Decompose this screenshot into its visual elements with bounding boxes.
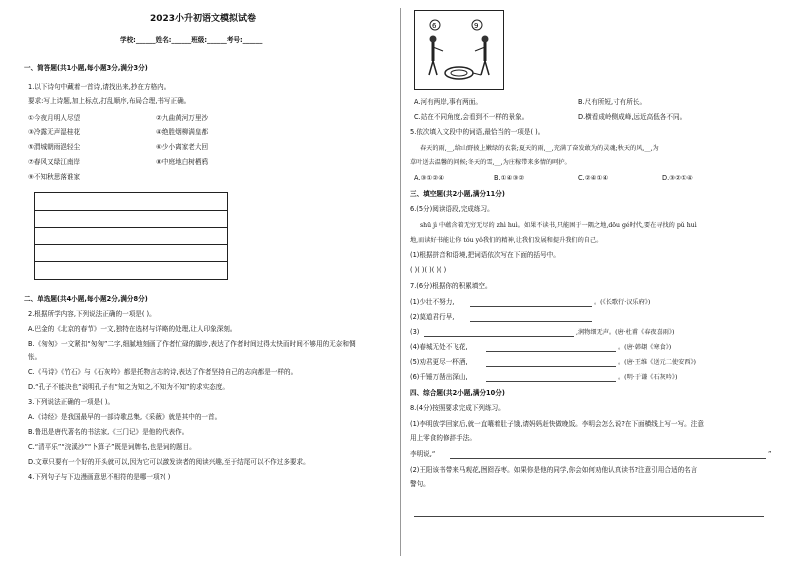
- poem-option: ⑦春风又绿江南岸: [28, 158, 81, 166]
- fill-item: (5)劝君更尽一杯酒,: [410, 358, 468, 366]
- section-4-heading: 四、综合题(共2小题,满分10分): [410, 389, 505, 397]
- poem-option: ⑨不知秋思落谁家: [28, 173, 81, 181]
- answer-line[interactable]: [414, 516, 764, 517]
- option-text: B.①④③②: [494, 174, 525, 182]
- cartoon-illustration: [414, 10, 504, 90]
- question-5-text: 草叶送去温馨的问候;冬天的雪,__,为庄稼带来多情的呵护。: [410, 159, 571, 166]
- question-3: 3.下列说法正确的一项是( )。: [28, 398, 115, 406]
- poem-option: ①今夜月明人尽望: [28, 114, 81, 122]
- question-4: 4.下列句子与下边漫画意思不相符的是哪一项?( ): [28, 473, 171, 481]
- section-3-heading: 三、填空题(共2小题,满分11分): [410, 190, 505, 198]
- fill-item: (4)春城无处不飞花,: [410, 343, 468, 351]
- exam-title: 2023小升初语文模拟试卷: [150, 14, 257, 24]
- answer-line[interactable]: [470, 306, 592, 307]
- option-text: A.《诗经》是我国最早的一部诗歌总集,《采薇》就是其中的一首。: [28, 413, 222, 421]
- option-text: B.尺有所短,寸有所长。: [578, 98, 647, 106]
- question-6: 6.(5分)阅读语段,完成练习。: [410, 205, 494, 213]
- answer-line[interactable]: [486, 366, 616, 367]
- answer-grid[interactable]: [34, 192, 228, 280]
- question-8: 8.(4分)按照要求完成下列练习。: [410, 404, 505, 412]
- poem-option: ③冷露无声湿桂花: [28, 128, 81, 136]
- fill-item: (2)莫道君行早,: [410, 313, 455, 321]
- answer-line[interactable]: [470, 321, 592, 322]
- poem-option: ⑥少小离家老大回: [156, 143, 209, 151]
- fill-source: 。(明·于谦《石灰吟》): [618, 374, 678, 381]
- option-text: 怅。: [28, 353, 42, 361]
- option-text: D.横看成岭侧成峰,远近高低各不同。: [578, 113, 687, 121]
- option-text: A.巴金的《北京的春节》一文,独特在选材与详略的处理,让人印象深刻。: [28, 325, 237, 333]
- option-text: C.②④①④: [578, 174, 609, 182]
- fill-source: 。(唐·韩翃《寒食》): [618, 344, 672, 351]
- answer-line[interactable]: [486, 381, 616, 382]
- fill-source: ,润物细无声。(唐·杜甫《春夜喜雨》): [576, 329, 675, 336]
- question-7: 7.(6分)根据你的积累填空。: [410, 282, 492, 290]
- svg-text:9: 9: [474, 22, 479, 30]
- option-text: C.《马诗》《竹石》与《石灰吟》都是托物言志的诗,表达了作者坚持自己的志向都是一样的。: [28, 368, 298, 376]
- column-divider: [400, 8, 401, 556]
- answer-line[interactable]: [424, 336, 574, 337]
- poem-option: ⑤渭城朝雨浥轻尘: [28, 143, 81, 151]
- question-6-sub: (1)根据拼音和语境,把词语依次写在下面的括号中。: [410, 251, 560, 259]
- section-1-heading: 一、简答题(共1小题,每小题3分,满分3分): [24, 64, 148, 72]
- question-8-part-1: (1)李明放学回家后,就一直嚷着肚子饿,请妈妈赶快做晚饭。李明会怎么说?在下面横线上写一写。注意: [410, 420, 704, 428]
- poem-option: ⑧中庭地白树栖鸦: [156, 158, 209, 166]
- question-8-part-2: 警句。: [410, 480, 430, 488]
- section-2-heading: 二、单选题(共4小题,每小题2分,满分8分): [24, 295, 148, 303]
- option-text: A.③①②④: [414, 174, 445, 182]
- option-text: D.“孔子不能决也”说明孔子有“知之为知之,不知为不知”的求实态度。: [28, 383, 229, 391]
- option-text: A.河有两岸,事有两面。: [414, 98, 482, 106]
- option-text: D.文章只要有一个好的开头就可以,因为它可以激发读者的阅读兴趣,至于结尾可以不作过多要求。: [28, 458, 310, 466]
- question-2: 2.根据所学内容,下列说法正确的一项是( )。: [28, 310, 156, 318]
- answer-line[interactable]: [450, 458, 766, 459]
- option-text: C.站在不同角度,会看到不一样的景象。: [414, 113, 529, 121]
- student-info: 学校:______姓名:______班级:______考号:______: [120, 36, 263, 44]
- poem-option: ④绝胜烟柳满皇都: [156, 128, 209, 136]
- option-text: D.③②①④: [662, 174, 693, 182]
- question-1: 1.以下诗句中藏着一首诗,请找出来,抄在方格内。: [28, 83, 171, 91]
- svg-text:6: 6: [432, 22, 437, 30]
- fill-item: (3): [410, 328, 420, 336]
- option-text: B.《匆匆》一文紧扣“匆匆”二字,细腻地刻画了作者忙碌的脚步,表达了作者时间过得太快而时间不够用的无奈和惆: [28, 340, 356, 348]
- question-8-part-1: 用上零食的修辞手法。: [410, 434, 476, 442]
- question-5-text: 春天的雨,__,给山野披上嫩绿的衣裳;夏天的雨,__,充满了奋发敢为的灵魂;秋天的风,__,为: [420, 145, 659, 152]
- answer-prefix: 李明说,“: [410, 450, 436, 458]
- poem-option: ②九曲黄河万里沙: [156, 114, 209, 122]
- question-6-text: shū jì 中蕴含着无穷无尽的 zhì huì。如果不读书,只能困于一隅之地,dōu gé时代,要在寻找的 pǔ huì: [420, 222, 697, 229]
- question-6-text: 地,而读好书能让你 tóu yǒ我们的精神,让我们发展和提升我们的自己。: [410, 237, 603, 244]
- question-1-requirement: 要求:写上诗题,加上标点,打乱顺序,布局合理,书写正确。: [28, 97, 191, 105]
- answer-line[interactable]: [486, 351, 616, 352]
- option-text: B.鲁迅是唐代著名的书法家,《三门记》是他的代表作。: [28, 428, 189, 436]
- answer-suffix: ”: [768, 450, 772, 458]
- option-text: C.“清平乐”“浣溪沙”“卜算子”既是词牌名,也是词的题目。: [28, 443, 196, 451]
- fill-source: 。(《长歌行·汉乐府》): [594, 299, 651, 306]
- fill-item: (1)少壮不努力,: [410, 298, 455, 306]
- fill-source: 。(唐·王维《送元二使安西》): [618, 359, 696, 366]
- question-5: 5.依次填入文段中的词语,最恰当的一项是( )。: [410, 128, 545, 136]
- fill-item: (6)千锤万凿出深山,: [410, 373, 468, 381]
- answer-brackets[interactable]: ( )( )( )( )( ): [410, 266, 447, 274]
- question-8-part-2: (2)王阳该书带来马观花,囫囵吞枣。如果你是他的同学,你会如何劝他认真读书?注意引用合适的名言: [410, 466, 698, 474]
